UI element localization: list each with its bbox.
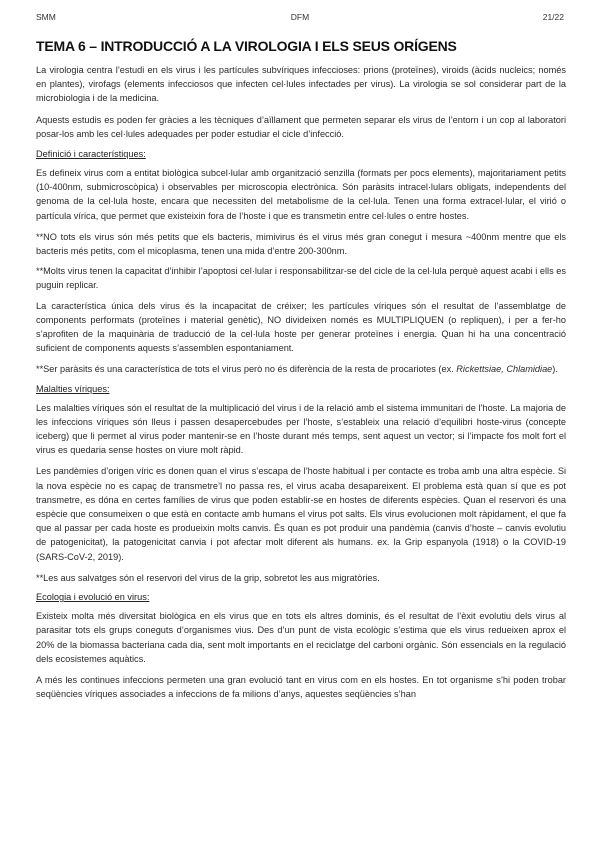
section-heading-definition: Definició i característiques: [36, 149, 146, 160]
page-header [36, 12, 564, 24]
section-heading-ecology: Ecologia i evolució en virus: [36, 592, 150, 603]
intro-paragraph-2: Aquests estudis es poden fer gràcies a les tècniques d’aïllament que permeten separar els virus de l’entorn i un cop al laboratori posar-los amb les cel·lules adequades per poder estudiar el cicle d’infecció. [36, 114, 566, 139]
intro-paragraph-1: La virologia centra l’estudi en els virus i les partícules subvíriques infeccioses: prions (proteïnes), viroids (àcids nucleics; només en plantes), virofags (elements infecciosos que infecten cel·lules infectades per virus). La virologia se sol considerar part de la microbiologia i de la medicina. [36, 65, 566, 104]
header-center: DFM [290, 12, 310, 22]
note-parasites [36, 362, 566, 376]
definition-paragraph: Es defineix virus com a entitat biològica subcel·lular amb organització senzilla (formats per pocs elements), majoritariament petits (10-400nm, submicroscòpica) i observables per microscopia electrònica. Són paràsits intracel·lulars obligats, independents del genoma de la cel·lula hoste, encara que necessiten del metabolisme de la cel·lula. Tenen una forma extracel·lular, el virió o partícula vírica, que permet que existeixin fora de l’hoste i que es transmetin entre cel·lules o entre hostes. [36, 168, 566, 221]
header-left: SMM [36, 12, 56, 22]
ecology-paragraph-1: Existeix molta més diversitat biològica en els virus que en tots els altres dominis, és el resultat de l’èxit evolutiu dels virus al parasitar tots els grups coneguts d’organismes vius. Des d’un punt de vista ecològic s’estima que els virus redueixen aprox el 20% de la biomassa bacteriana cada dia, sent molt importants en el reciclatge del carboni orgànic. Són essencials en la regulació dels ecosistemes aquàtics. [36, 611, 566, 664]
note-wild-birds: **Les aus salvatges són el reservori del virus de la grip, sobretot les aus migratòries. [36, 572, 380, 583]
note-parasites-end: ). [552, 364, 558, 375]
note-parasites-text: **Ser paràsits és una característica de tots el virus però no és diferència de la resta de procariotes (ex. [36, 364, 457, 375]
diseases-paragraph-1: Les malalties víriques són el resultat de la multiplicació del virus i de la relació amb el sistema immunitari de l’hoste. La majoria de les infeccions víriques són lleus i passen desapercebudes per l’hoste, s’estableix una relació d’equilibri hoste-virus (concepte iceberg) que li permet al virus poder mantenir-se en l’hoste durant més temps, sent aquest un vector; si l’impacte fos molt fort el virus es quedaria sense hostes on viure molt ràpid. [36, 402, 566, 456]
ecology-paragraph-2: A més les continues infeccions permeten una gran evolució tant en virus com en els hostes. En tot organisme s’hi poden trobar seqüències víriques associades a infeccions de fa milions d’anys, aquestes seqüències s’han [36, 674, 566, 700]
diseases-paragraph-2: Les pandèmies d’origen víric es donen quan el virus s’escapa de l’hoste habitual i per contacte es troba amb una altra espècie. Si la nova espècie no es capaç de transmetre’l no passa res, el virus acaba desapareixent. El problema està quan sí que es pot transmetre, es dóna en certes famílies de virus que poden establir-se en hostes de diferents espècies. Quan el reservori és una espècie que consumeixen o que està en contacte amb humans el virus pot salts. Els virus evolucionen molt ràpidament, el que fa que al passar per cada hoste es produeixin molts canvis. És quan es pot produir una pandèmia (canvis d’hoste – canvis evolutiu de patogenicitat), la patogenicitat canvia i pot afectar molt diferent als humans. ex. la Grip espanyola (1918) o la COVID-19 (SARS-CoV-2, 2019). [36, 466, 566, 562]
note-parasites-examples: Rickettsiae, Chlamidiae [456, 364, 553, 375]
note-mimivirus: **NO tots els virus són més petits que els bacteris, mimivirus és el virus més gran conegut i mesura ~400nm mentre que els bacteris més petits, com el micoplasma, tenen una mida d’entre 200-300nm. [36, 231, 566, 257]
document-body [36, 38, 566, 708]
characteristic-paragraph: La característica única dels virus és la incapacitat de créixer; les partícules víriques són el resultat de l’assemblatge de components performats (proteïnes i material genètic), NO divideixen només es MULTIPLIQUEN (o repliquen), i per a fer-ho s’aprofiten de la maquinària de traducció de la cel·lula hoste per generar proteïnes i energia. Quan hi ha una concentració suficient de components aquests s’assemblen espontaniament. [36, 300, 566, 354]
header-page-number: 21/22 [542, 12, 564, 22]
note-apoptosis: **Molts virus tenen la capacitat d’inhibir l’apoptosi cel·lular i responsabilitzar-se del cicle de la cel·lula perquè aquest acabi i ells es puguin replicar. [36, 266, 566, 291]
section-heading-diseases: Malalties víriques: [36, 383, 110, 394]
page-title: TEMA 6 – INTRODUCCIÓ A LA VIROLOGIA I ELS SEUS ORÍGENS [36, 38, 457, 54]
